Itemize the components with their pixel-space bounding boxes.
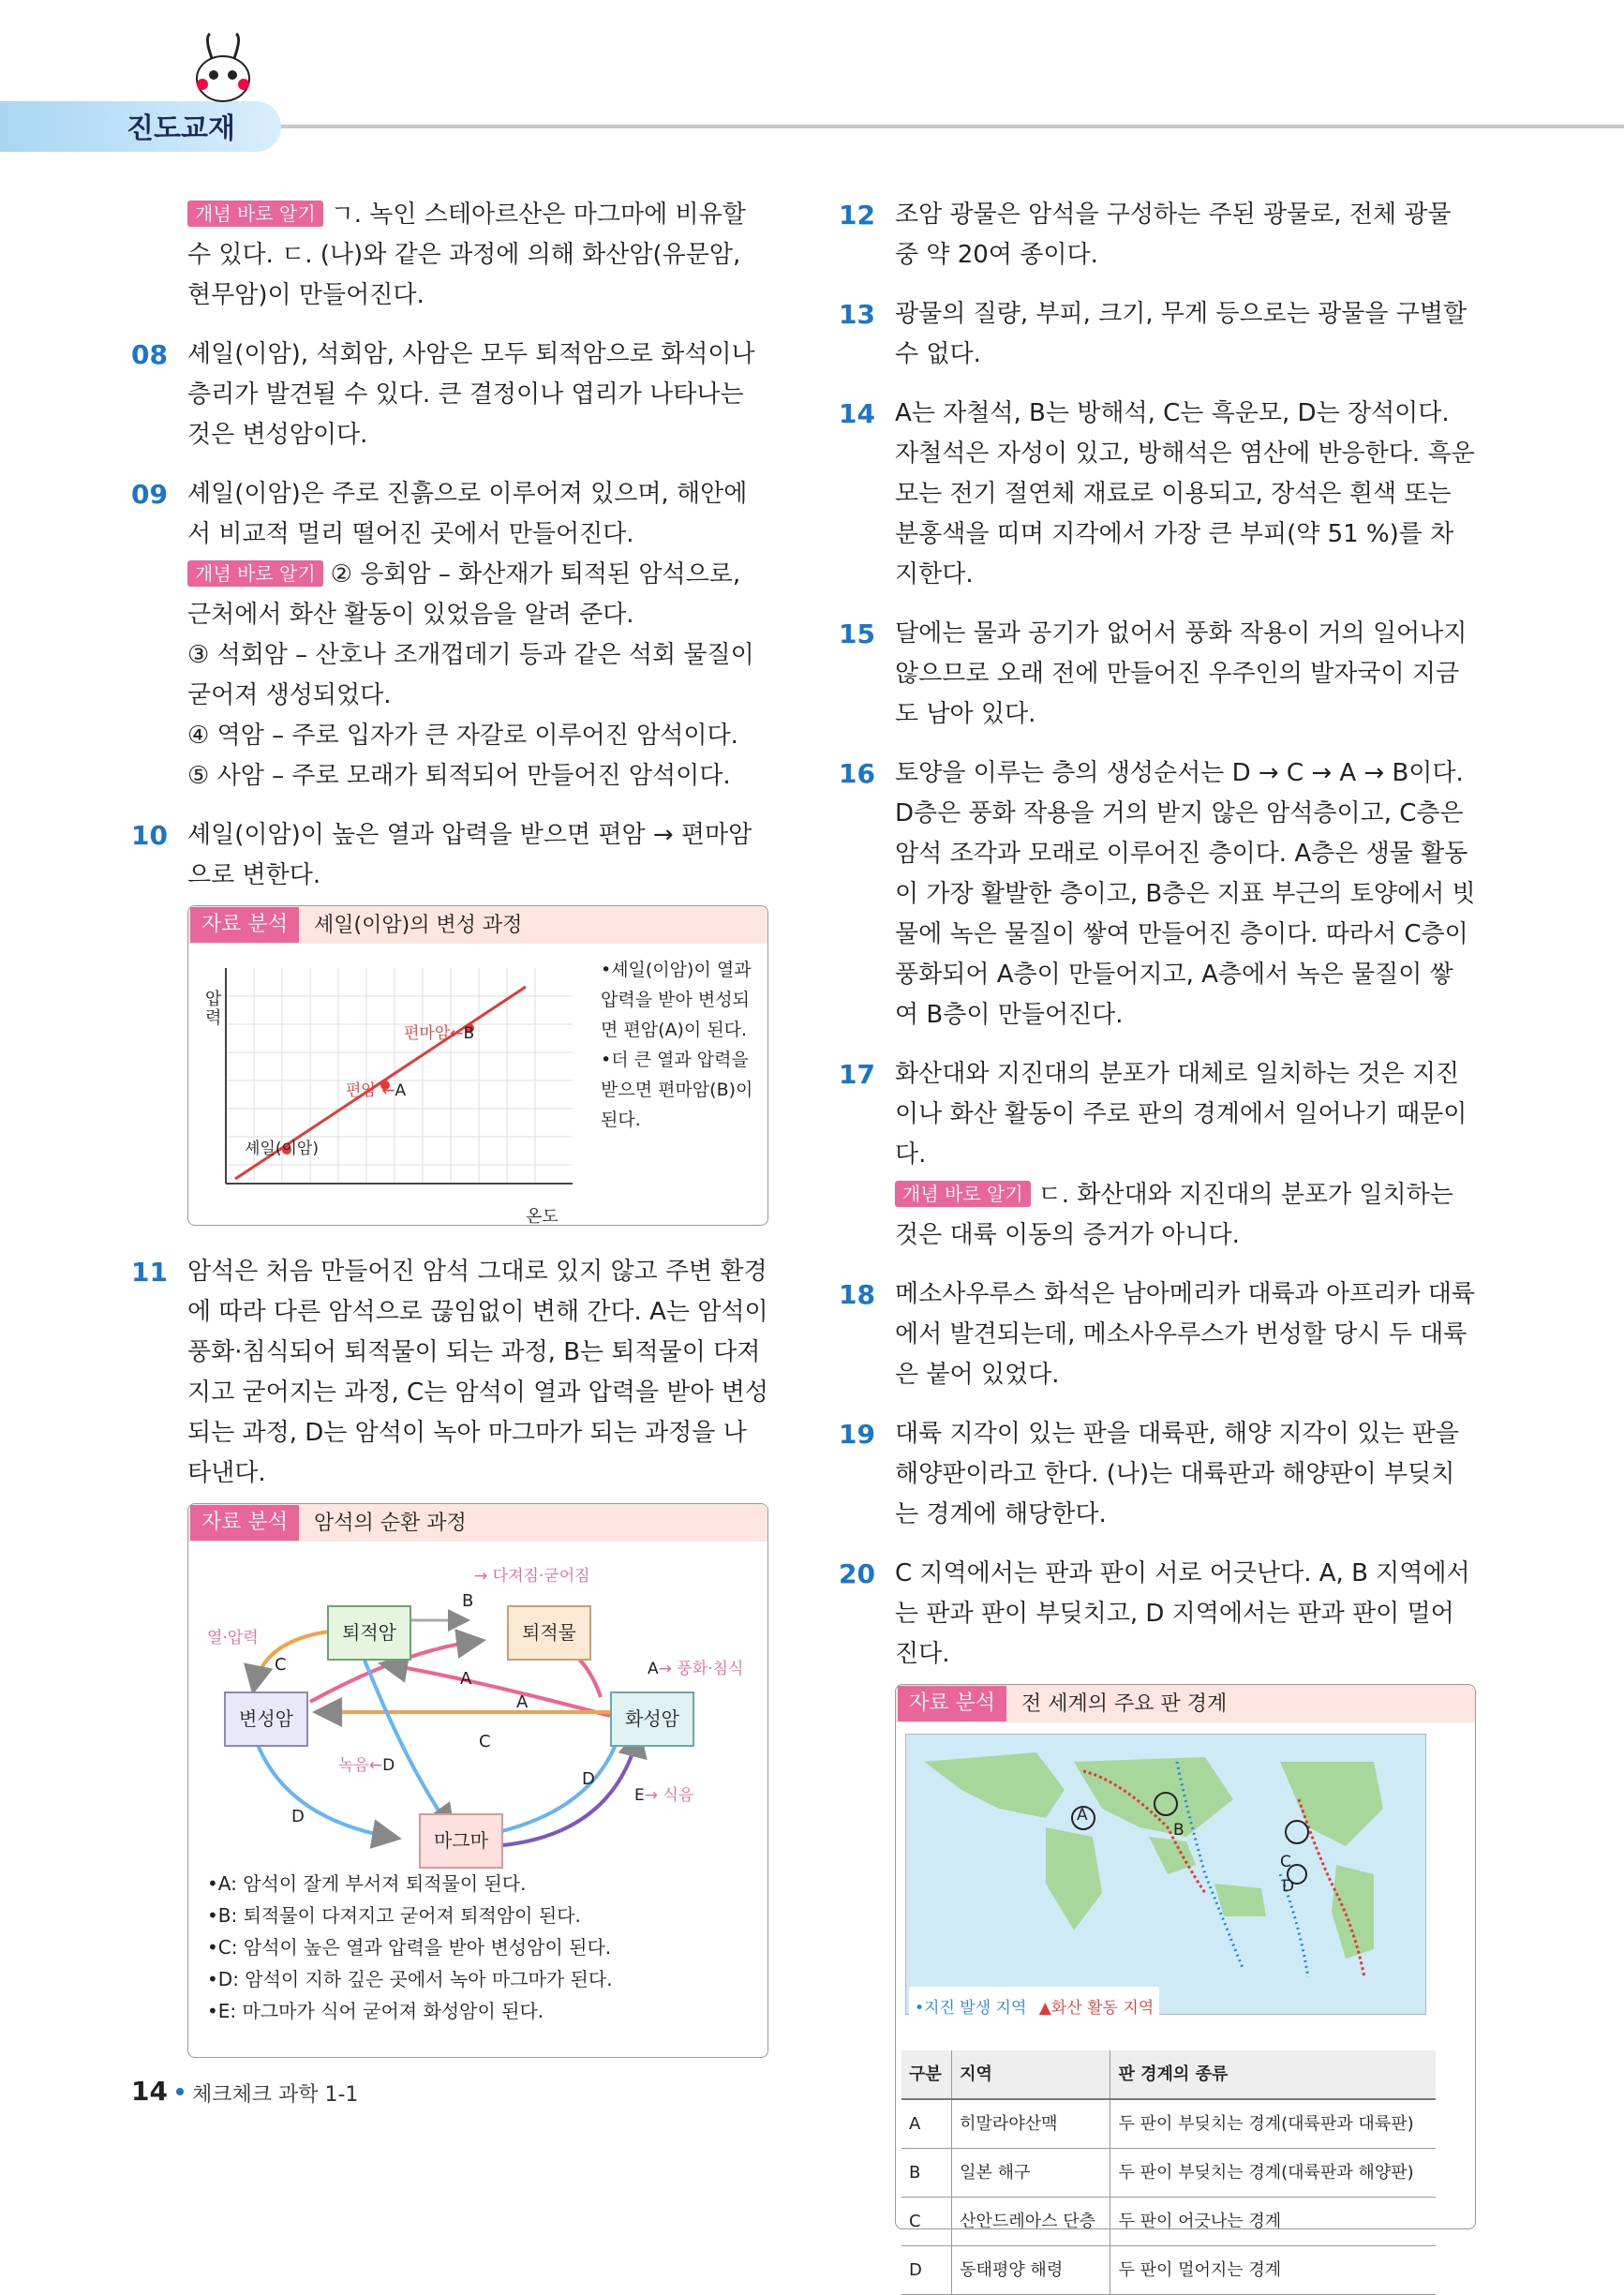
answer-number: 12: [839, 200, 875, 231]
legend-line: •E: 마그마가 식어 굳어져 화성암이 된다.: [207, 2000, 544, 2022]
table-cell: 일본 해구: [952, 2149, 1110, 2198]
table-cell: D: [901, 2246, 952, 2295]
answer-15: [839, 614, 1476, 735]
y-axis-label: 압력: [205, 990, 222, 1028]
header-rule: [262, 125, 1624, 128]
analysis-box-metamorphism: [187, 905, 768, 1226]
tip-badge: 개념 바로 알기: [187, 560, 323, 587]
legend-earthquake: •지진 발생 지역: [915, 1999, 1027, 2018]
table-cell: 두 판이 부딪치는 경계(대륙판과 대륙판): [1110, 2099, 1436, 2149]
label-compaction: → 다져짐·굳어짐: [474, 1567, 590, 1586]
plate-table: [901, 2050, 1436, 2295]
box-header: [188, 1504, 767, 1542]
tip-line: ④ 역암 – 주로 입자가 큰 자갈로 이루어진 암석이다.: [187, 722, 738, 750]
answer-number: 20: [839, 1558, 875, 1589]
label-d: D: [582, 1769, 595, 1789]
analysis-tag: 자료 분석: [190, 1505, 299, 1541]
node-igneous-rock: 화성암: [610, 1691, 694, 1747]
legend-line: •D: 암석이 지하 깊은 곳에서 녹아 마그마가 된다.: [207, 1968, 613, 1990]
answer-number: 19: [839, 1419, 875, 1450]
answer-13: [839, 294, 1476, 375]
answer-text: 셰일(이암)은 주로 진흙으로 이루어져 있으며, 해안에서 비교적 멀리 떨어진 곳에서 만들어진다.: [187, 480, 748, 548]
graph-note: •더 큰 열과 압력을 받으면 편마암(B)이 된다.: [601, 1050, 753, 1130]
legend-line: •C: 암석이 높은 열과 압력을 받아 변성암이 된다.: [207, 1936, 612, 1959]
tip-badge: 개념 바로 알기: [187, 201, 323, 227]
answer-number: 14: [839, 398, 875, 429]
answer-number: 11: [131, 1257, 168, 1288]
node-magma: 마그마: [419, 1813, 503, 1869]
table-row: [901, 2198, 1436, 2246]
analysis-tag: 자료 분석: [190, 907, 299, 943]
answer-20: [839, 1554, 1476, 1675]
answer-17: [839, 1054, 1476, 1256]
answer-18: [839, 1274, 1476, 1395]
table-row: [901, 2246, 1436, 2295]
box-title: 암석의 순환 과정: [314, 1511, 467, 1535]
box-title: 전 세계의 주요 판 경계: [1021, 1691, 1228, 1716]
intro-tip: [187, 195, 768, 316]
answer-12: [839, 195, 1476, 276]
intro-tip-text: ㄱ. 녹인 스테아르산은 마그마에 비유할 수 있다. ㄷ. (나)와 같은 과정에 의해 화산암(유문암, 현무암)이 만들어진다.: [187, 201, 746, 309]
tip-text: ㄷ. 화산대와 지진대의 분포가 일치하는 것은 대륙 이동의 증거가 아니다.: [895, 1181, 1453, 1249]
legend-line: •A: 암석이 잘게 부서져 퇴적물이 된다.: [207, 1872, 527, 1895]
table-cell: 동태평양 해령: [952, 2246, 1110, 2295]
label-schist: 편암 ←A: [346, 1081, 407, 1100]
table-cell: 두 판이 어긋나는 경계: [1110, 2198, 1436, 2246]
table-cell: 두 판이 멀어지는 경계: [1110, 2246, 1436, 2295]
answer-16: [839, 753, 1476, 1036]
analysis-box-plate-boundaries: [895, 1684, 1476, 2280]
table-cell: 히말라야산맥: [952, 2099, 1110, 2149]
answer-09: [131, 474, 768, 797]
answer-text: 달에는 물과 공기가 없어서 풍화 작용이 거의 일어나지 않으므로 오래 전에 만들어진 우주인의 발자국이 지금도 남아 있다.: [895, 619, 1468, 728]
tip-line: ⑤ 사암 – 주로 모래가 퇴적되어 만들어진 암석이다.: [187, 762, 731, 790]
answer-text: 토양을 이루는 층의 생성순서는 D → C → A → B이다. D층은 풍화 작용을 거의 받지 않은 암석층이고, C층은 암석 조각과 모래로 이루어진 층이다. A층은 생물 활동이 가장 활발한 층이고, B층은 지표 부근의 토양에서 빗물에 녹은 물질이 쌓여 만들어진 층이다. 따라서 C층이 풍화되어 A층이 만들어지고, A층에서 녹은 물질이 쌓여 B층이 만들어진다.: [895, 759, 1476, 1029]
answer-14: [839, 394, 1476, 595]
node-sediment: 퇴적물: [507, 1605, 591, 1661]
table-cell: B: [901, 2149, 952, 2198]
answer-number: 17: [839, 1059, 875, 1090]
answer-number: 16: [839, 758, 875, 789]
table-cell: C: [901, 2198, 952, 2246]
analysis-tag: 자료 분석: [898, 1686, 1006, 1721]
tip-text: ② 응회암 – 화산재가 퇴적된 암석으로, 근처에서 화산 활동이 있었음을 알려 준다.: [187, 560, 741, 629]
graph-note: •셰일(이암)이 열과 압력을 받아 변성되면 편암(A)이 된다.: [601, 960, 752, 1040]
answer-text: 암석은 처음 만들어진 암석 그대로 있지 않고 주변 환경에 따라 다른 암석으로 끊임없이 변해 간다. A는 암석이 풍화·침식되어 퇴적물이 되는 과정, B는 퇴적물이 다져지고 굳어지는 과정, C는 암석이 열과 압력을 받아 변성되는 과정, D는 암석이 녹아 마그마가 되는 과정을 나타낸다.: [187, 1258, 768, 1487]
label-heat-pressure: 열·압력: [207, 1629, 259, 1647]
answer-text: 조암 광물은 암석을 구성하는 주된 광물로, 전체 광물 중 약 20여 종이다.: [895, 201, 1452, 269]
node-sedimentary-rock: 퇴적암: [327, 1605, 411, 1661]
label-weathering: A→ 풍화·침식: [648, 1660, 744, 1678]
page-number: 14: [131, 2076, 168, 2107]
table-header: 지역: [952, 2050, 1110, 2099]
answer-text: 대륙 지각이 있는 판을 대륙판, 해양 지각이 있는 판을 해양판이라고 한다. (나)는 대륙판과 해양판이 부딪치는 경계에 해당한다.: [895, 1420, 1459, 1528]
label-a2: A: [516, 1692, 529, 1712]
table-row: [901, 2149, 1436, 2198]
answer-number: 15: [839, 618, 875, 649]
answer-number: 08: [131, 339, 168, 370]
graph-notes: [601, 955, 760, 1135]
map-label-a: A: [1077, 1806, 1088, 1825]
tip-badge: 개념 바로 알기: [895, 1181, 1031, 1207]
answer-11: [131, 1252, 768, 1494]
legend-volcano: ▲화산 활동 지역: [1038, 1999, 1155, 2018]
map-legend: [909, 1987, 1159, 2031]
box-title: 셰일(이암)의 변성 과정: [314, 913, 523, 937]
answer-text: A는 자철석, B는 방해석, C는 흑운모, D는 장석이다. 자철석은 자성이 있고, 방해석은 염산에 반응한다. 흑운모는 전기 절연체 재료로 이용되고, 장석은 흰색 또는 분홍색을 띠며 지각에서 가장 큰 부피(약 51 %)를 차지한다.: [895, 399, 1475, 589]
answer-number: 13: [839, 299, 875, 330]
label-shale: 셰일(이암): [245, 1140, 319, 1158]
answer-08: [131, 335, 768, 455]
answer-text: 화산대와 지진대의 분포가 대체로 일치하는 것은 지진이나 화산 활동이 주로 판의 경계에서 일어나기 때문이다.: [895, 1060, 1468, 1169]
node-metamorphic-rock: 변성암: [224, 1691, 308, 1747]
table-row: [901, 2099, 1436, 2149]
label-d2: D: [291, 1807, 305, 1826]
tip-line: ③ 석회암 – 산호나 조개껍데기 등과 같은 석회 물질이 굳어져 생성되었다.: [187, 641, 754, 709]
label-c: C: [275, 1655, 287, 1675]
box-header: [188, 906, 767, 944]
box-header: [896, 1685, 1475, 1722]
label-b: B: [462, 1591, 474, 1611]
table-header: 판 경계의 종류: [1110, 2050, 1436, 2099]
footer-bullet-icon: [176, 2088, 184, 2095]
label-cooling: E→ 식음: [634, 1786, 694, 1805]
rock-cycle-legend: [207, 1868, 613, 2027]
answer-text: 셰일(이암), 석회암, 사암은 모두 퇴적암으로 화석이나 층리가 발견될 수 있다. 큰 결정이나 엽리가 나타나는 것은 변성암이다.: [187, 340, 755, 449]
answer-text: 광물의 질량, 부피, 크기, 무게 등으로는 광물을 구별할 수 없다.: [895, 300, 1468, 368]
answer-text: C 지역에서는 판과 판이 서로 어긋난다. A, B 지역에서는 판과 판이 부딪치고, D 지역에서는 판과 판이 멀어진다.: [895, 1559, 1470, 1668]
map-label-c: C: [1280, 1853, 1291, 1871]
legend-line: •B: 퇴적물이 다져지고 굳어져 퇴적암이 된다.: [207, 1904, 581, 1927]
table-cell: 두 판이 부딪치는 경계(대륙판과 해양판): [1110, 2149, 1436, 2198]
table-header: 구분: [901, 2050, 952, 2099]
map-label-b: B: [1173, 1821, 1184, 1840]
answer-10: [131, 815, 768, 896]
left-column: [131, 195, 768, 2084]
table-cell: 산안드레아스 단층: [952, 2198, 1110, 2246]
answer-number: 10: [131, 820, 168, 851]
answer-number: 18: [839, 1279, 875, 1310]
right-column: [839, 195, 1476, 2280]
world-map: [905, 1734, 1426, 2015]
map-label-d: D: [1282, 1877, 1295, 1896]
table-cell: A: [901, 2099, 952, 2149]
header-tab-label: 진도교재: [127, 112, 235, 145]
label-a: A: [460, 1669, 472, 1689]
answer-text: 메소사우루스 화석은 남아메리카 대륙과 아프리카 대륙에서 발견되는데, 메소사우루스가 번성할 당시 두 대륙은 붙어 있었다.: [895, 1280, 1475, 1389]
mascot-icon: [186, 30, 261, 105]
label-c2: C: [479, 1732, 491, 1751]
label-melting: 녹음←D: [338, 1756, 395, 1775]
label-gneiss: 편마암←B: [404, 1024, 475, 1043]
answer-19: [839, 1414, 1476, 1535]
answer-number: 09: [131, 479, 168, 510]
answer-text: 셰일(이암)이 높은 열과 압력을 받으면 편암 → 편마암으로 변한다.: [187, 821, 752, 889]
analysis-box-rock-cycle: [187, 1503, 768, 2058]
x-axis-label: 온도: [526, 1207, 559, 1227]
book-title: 체크체크 과학 1-1: [192, 2083, 359, 2107]
